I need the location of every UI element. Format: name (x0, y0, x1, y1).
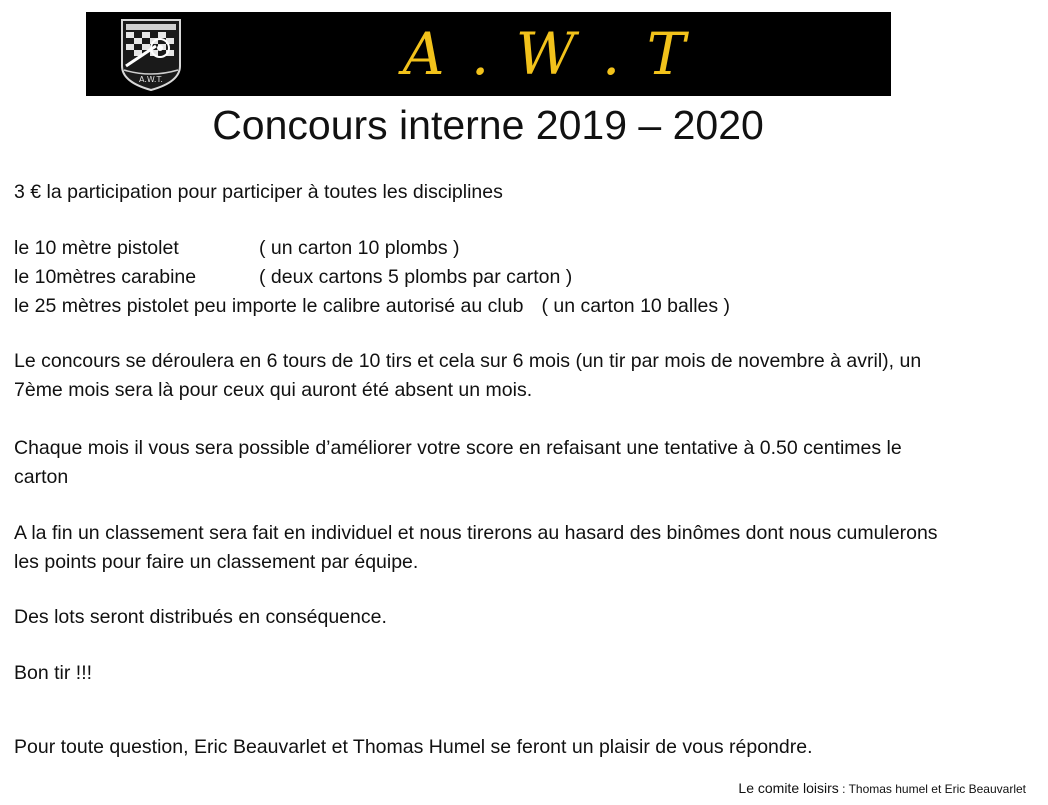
header-banner (86, 12, 891, 96)
footer-signature (738, 780, 1026, 796)
greeting-text: Bon tir !!! (14, 662, 93, 684)
footer-label: Le comite loisirs (738, 780, 839, 796)
footer-names: Thomas humel et Eric Beauvarlet (848, 782, 1026, 796)
ranking-paragraph-line: les points pour faire un classement par équipe. (14, 551, 419, 573)
discipline-name: le 10 mètre pistolet (14, 237, 179, 259)
prizes-text: Des lots seront distribués en conséquence. (14, 606, 387, 628)
retry-paragraph-line: carton (14, 466, 69, 488)
club-emblem-logo (116, 16, 186, 92)
discipline-row (14, 234, 460, 263)
emblem-text: A.W.T. (139, 75, 163, 84)
discipline-row (14, 292, 730, 321)
ranking-paragraph-line: A la fin un classement sera fait en individuel et nous tirerons au hasard des binômes dont nous cumulerons (14, 522, 938, 544)
schedule-paragraph-line: 7ème mois sera là pour ceux qui auront été absent un mois. (14, 379, 533, 401)
participation-text: 3 € la participation pour participer à toutes les disciplines (14, 181, 503, 203)
discipline-name: le 25 mètres pistolet peu importe le calibre autorisé au club (14, 295, 524, 317)
discipline-name: le 10mètres carabine (14, 266, 197, 288)
schedule-paragraph-line: Le concours se déroulera en 6 tours de 10 tirs et cela sur 6 mois (un tir par mois de novembre à avril), un (14, 350, 922, 372)
discipline-detail: ( deux cartons 5 plombs par carton ) (259, 266, 573, 288)
discipline-detail: ( un carton 10 balles ) (541, 295, 731, 317)
banner-title: A . W . T (402, 20, 690, 88)
contact-text: Pour toute question, Eric Beauvarlet et Thomas Humel se feront un plaisir de vous répondre. (14, 736, 813, 758)
page-title: Concours interne 2019 – 2020 (212, 102, 764, 148)
retry-paragraph-line: Chaque mois il vous sera possible d’améliorer votre score en refaisant une tentative à 0.50 centimes le (14, 437, 902, 459)
discipline-detail: ( un carton 10 plombs ) (259, 237, 460, 259)
footer-separator: : (838, 782, 849, 796)
discipline-row (14, 263, 573, 292)
